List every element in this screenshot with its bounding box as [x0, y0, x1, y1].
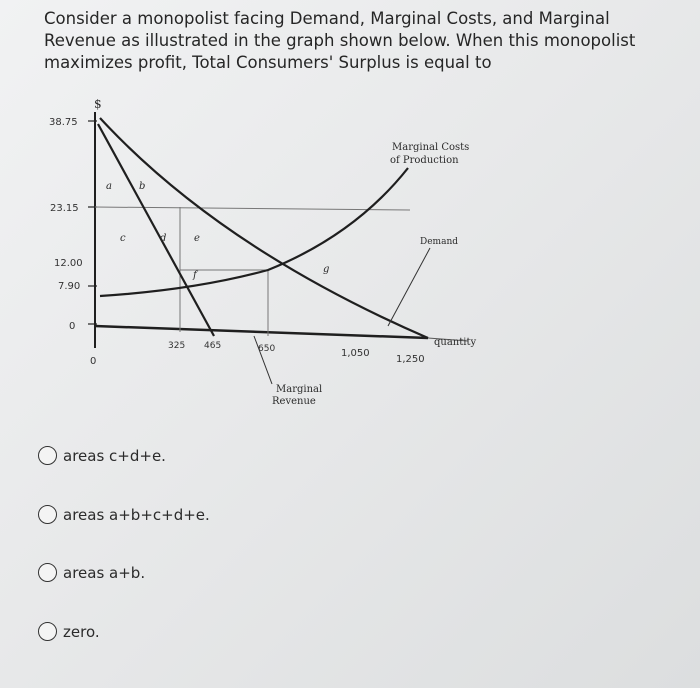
option-areas-a-b[interactable]: [38, 563, 145, 582]
radio-button[interactable]: [38, 446, 57, 465]
demand-curve: [100, 118, 428, 338]
x-axis: [95, 326, 428, 338]
area-label-b: b: [139, 181, 146, 192]
mc-label-line2: of Production: [390, 155, 459, 166]
x-tick-label: 325: [168, 341, 186, 351]
option-label: zero.: [63, 622, 100, 641]
radio-button[interactable]: [38, 505, 57, 524]
x-tick-label: 465: [204, 341, 222, 351]
demand-pointer: [388, 248, 430, 326]
option-label: areas a+b.: [63, 563, 146, 582]
x-tick-label: 1,050: [341, 348, 370, 359]
y-tick-label: 7.90: [58, 281, 81, 292]
area-label-e: e: [194, 233, 200, 244]
question-text: Consider a monopolist facing Demand, Marginal Costs, and Marginal Revenue as illustrated in the graph shown below. When this monopolist maximizes profit, Total Consumers' Surplus is equal to: [44, 9, 636, 72]
option-label: areas c+d+e.: [63, 446, 166, 465]
x-tick-label: 0: [90, 356, 97, 367]
radio-button[interactable]: [38, 622, 57, 641]
y-axis-symbol: $: [94, 97, 102, 111]
y-tick-label: 38.75: [49, 117, 78, 128]
x-tick-label: 650: [258, 344, 276, 354]
demand-label: Demand: [420, 237, 458, 247]
marginal-revenue-line: [98, 124, 214, 336]
option-zero[interactable]: [38, 622, 100, 641]
area-label-a: a: [106, 181, 112, 192]
mr-label-line1: Marginal: [276, 384, 323, 395]
y-tick-label: 0: [69, 321, 76, 332]
mr-label-line2: Revenue: [272, 396, 316, 407]
radio-button[interactable]: [38, 563, 57, 582]
option-label: areas a+b+c+d+e.: [63, 505, 210, 524]
option-areas-a-b-c-d-e[interactable]: [38, 505, 210, 524]
area-label-g: g: [323, 264, 330, 275]
area-label-d: d: [160, 233, 167, 244]
mc-label-line1: Marginal Costs: [392, 142, 470, 153]
x-tick-label: 1,250: [396, 354, 425, 365]
price-guide-line: [95, 207, 410, 210]
y-tick-label: 23.15: [50, 203, 79, 214]
marginal-cost-curve: [100, 168, 408, 296]
area-label-f: f: [193, 270, 197, 281]
area-label-c: c: [120, 233, 126, 244]
x-axis-label: quantity: [434, 337, 477, 348]
option-areas-c-d-e[interactable]: [38, 446, 166, 465]
y-tick-label: 12.00: [54, 258, 83, 269]
